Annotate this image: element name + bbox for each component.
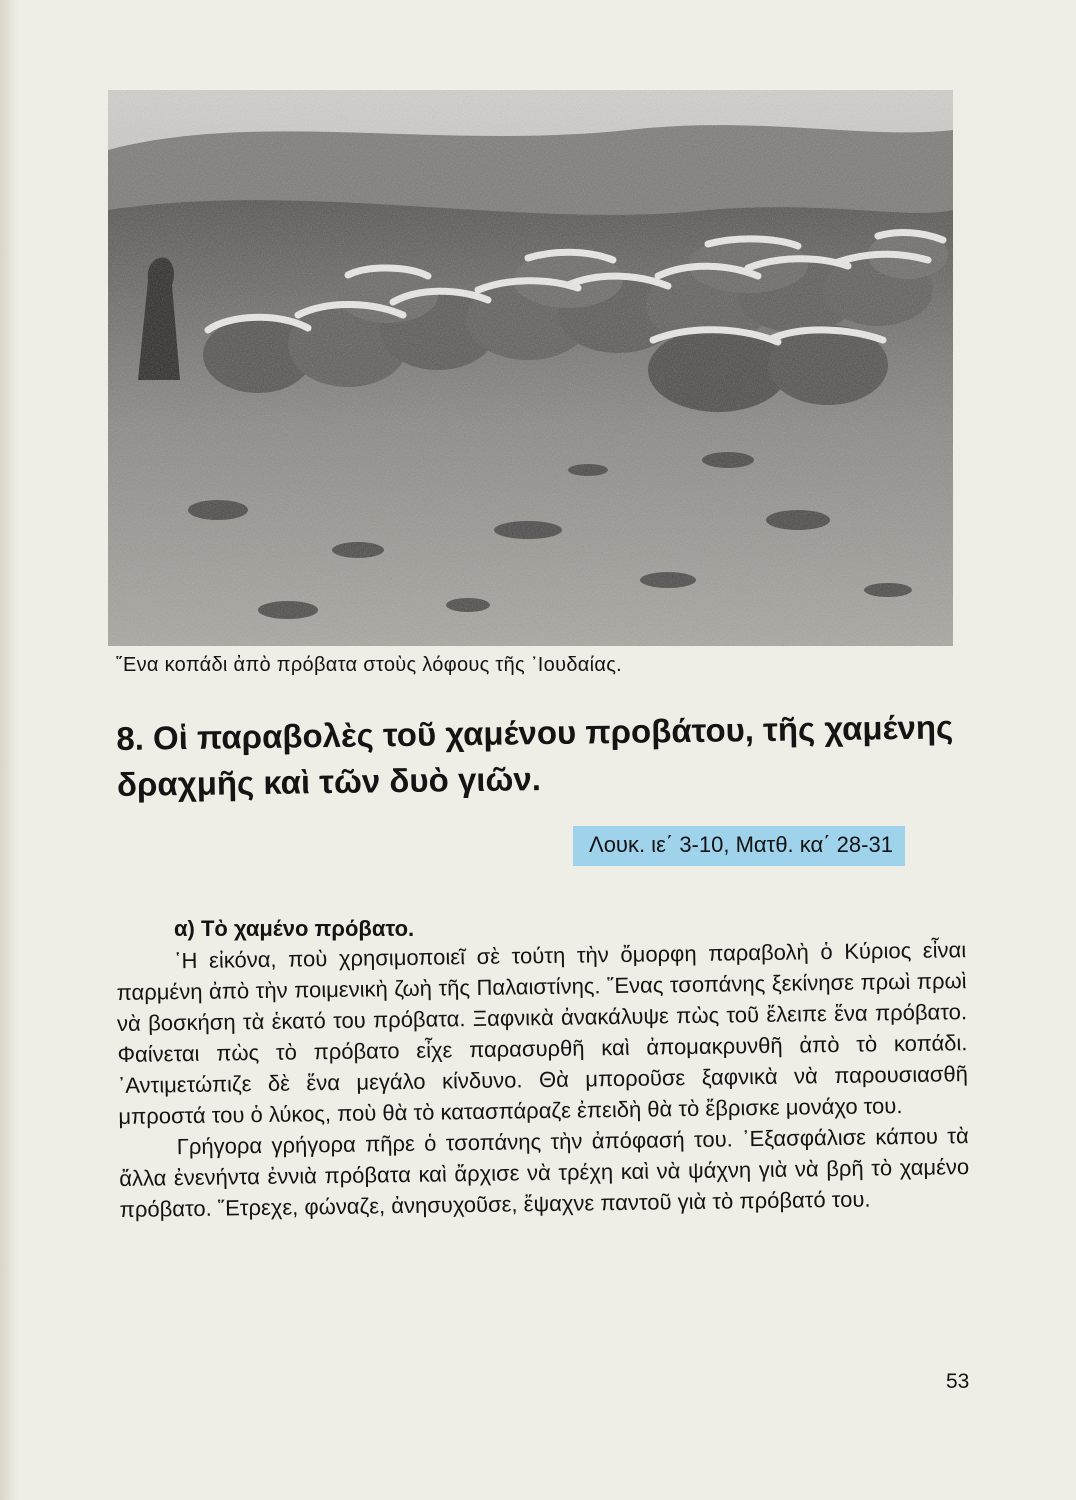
chapter-title-line-1: 8. Οἱ παραβολὲς τοῦ χαμένου προβάτου, τῆς χαμένης bbox=[116, 708, 954, 757]
paragraph-1: ῾Η εἰκόνα, ποὺ χρησιμοποιεῖ σὲ τούτη τὴν ὄμορφη παραβολὴ ὁ Κύριος εἶναι παρμένη ἀπὸ τὴν ποιμενικὴ ζωὴ τῆς Παλαιστίνης. ῞Ενας τσοπάνης ξεκίνησε πρωὶ πρωὶ νὰ βοσκήση τὰ ἑκατό του πρόβατα. Ξαφνικὰ ἀνακάλυψε πὼς τοῦ ἔλειπε ἕνα πρόβατο. Φαίνεται πὼς τὸ πρόβατο εἶχε παρασυρθῆ καὶ ἀπομακρυνθῆ ἀπὸ τὸ κοπάδι. ᾿Αντιμετώπιζε δὲ ἕνα μεγάλο κίνδυνο. Θὰ μποροῦσε ξαφνικὰ νὰ παρουσιασθῆ μπροστά του ὁ λύκος, ποὺ θὰ τὸ κατασπάραζε ἐπειδὴ θὰ τὸ ἔβρισκε μονάχο του. bbox=[116, 937, 969, 1129]
body-text bbox=[116, 934, 970, 1225]
paragraph-2: Γρήγορα γρήγορα πῆρε ὁ τσοπάνης τὴν ἀπόφασή του. ᾿Εξασφάλισε κάπου τὰ ἄλλα ἐνενήντα ἐννιὰ πρόβατα καὶ ἄρχισε νὰ τρέχη καὶ νὰ ψάχνη γιὰ νὰ βρῆ τὸ χαμένο πρόβατο. ῞Ετρεχε, φώναζε, ἀνησυχοῦσε, ἔψαχνε παντοῦ γιὰ τὸ πρόβατό του. bbox=[119, 1123, 970, 1222]
scripture-reference: Λουκ. ιε΄ 3-10, Ματθ. κα΄ 28-31 bbox=[573, 826, 905, 866]
page-number: 53 bbox=[946, 1370, 970, 1393]
section-heading: α) Τὸ χαμένο πρόβατο. bbox=[174, 916, 415, 941]
chapter-title bbox=[116, 704, 967, 808]
chapter-title-line-2: δραχμῆς καὶ τῶν δυὸ γιῶν. bbox=[116, 760, 542, 803]
sheep-flock-photo bbox=[108, 90, 953, 646]
photo-caption: ῞Ενα κοπάδι ἀπὸ πρόβατα στοὺς λόφους τῆς ᾿Ιουδαίας. bbox=[116, 654, 623, 676]
page-binding-edge bbox=[0, 0, 18, 1500]
sheep-flock-photo-icon bbox=[108, 90, 953, 646]
